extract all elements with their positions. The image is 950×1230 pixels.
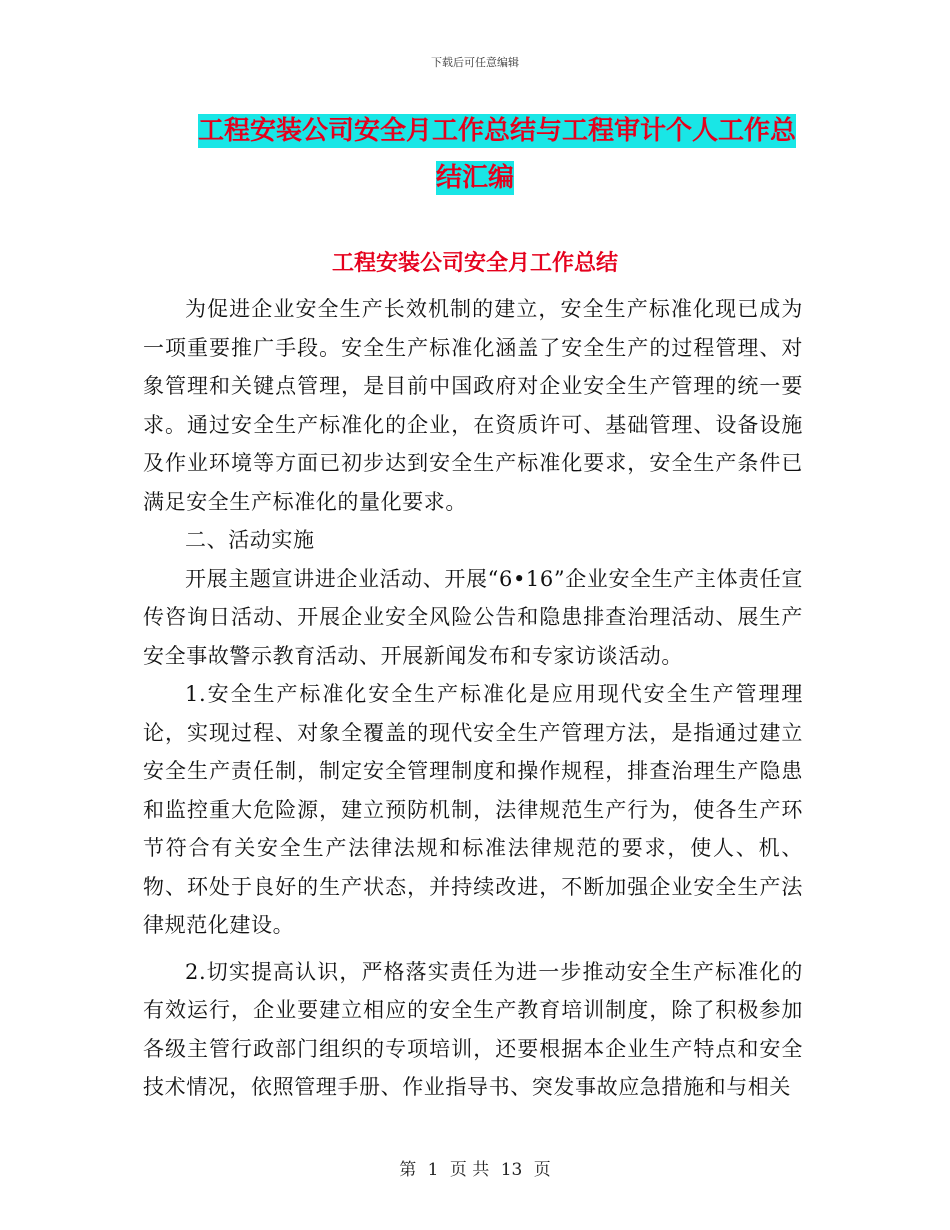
section-title: 工程安装公司安全月工作总结 [331, 250, 618, 276]
total-pages: 13 [500, 1160, 523, 1180]
document-title-line-1: 工程安装公司安全月工作总结与工程审计个人工作总 [197, 116, 796, 146]
page-footer [0, 1155, 950, 1180]
footer-suffix: 页 [533, 1160, 551, 1180]
current-page-number: 1 [427, 1160, 439, 1180]
footer-prefix: 第 [399, 1160, 417, 1180]
heading-activity-implementation: 二、活动实施 [185, 528, 315, 552]
paragraph-item-2: 2.切实提高认识，严格落实责任为进一步推动安全生产标准化的有效运行，企业要建立相应的安全生产教育培训制度，除了积极参加各级主管行政部门组织的专项培训，还要根据本企业生产特点和安全技术情况，依照管理手册、作业指导书、突发事故应急措施和与相关 [143, 959, 803, 1099]
header-note: 下载后可任意编辑 [431, 56, 519, 69]
paragraph-activities: 开展主题宣讲进企业活动、开展“6•16”企业安全生产主体责任宣传咨询日活动、开展企业安全风险公告和隐患排查治理活动、展生产安全事故警示教育活动、开展新闻发布和专家访谈活动。 [143, 566, 803, 668]
document-title [0, 108, 950, 202]
paragraph-intro: 为促进企业安全生产长效机制的建立，安全生产标准化现已成为一项重要推广手段。安全生产标准化涵盖了安全生产的过程管理、对象管理和关键点管理，是目前中国政府对企业安全生产管理的统一要求。通过安全生产标准化的企业，在资质许可、基础管理、设备设施及作业环境等方面已初步达到安全生产标准化要求，安全生产条件已满足安全生产标准化的量化要求。 [143, 297, 803, 514]
document-title-line-2: 结汇编 [435, 163, 514, 193]
footer-middle: 页 共 [449, 1160, 490, 1180]
body-text [143, 290, 803, 1107]
paragraph-item-1: 1.安全生产标准化安全生产标准化是应用现代安全生产管理理论，实现过程、对象全覆盖的现代安全生产管理方法，是指通过建立安全生产责任制，制定安全管理制度和操作规程，排查治理生产隐患和监控重大危险源，建立预防机制，法律规范生产行为，使各生产环节符合有关安全生产法律法规和标准法律规范的要求，使人、机、物、环处于良好的生产状态，并持续改进，不断加强企业安全生产法律规范化建设。 [143, 682, 803, 937]
